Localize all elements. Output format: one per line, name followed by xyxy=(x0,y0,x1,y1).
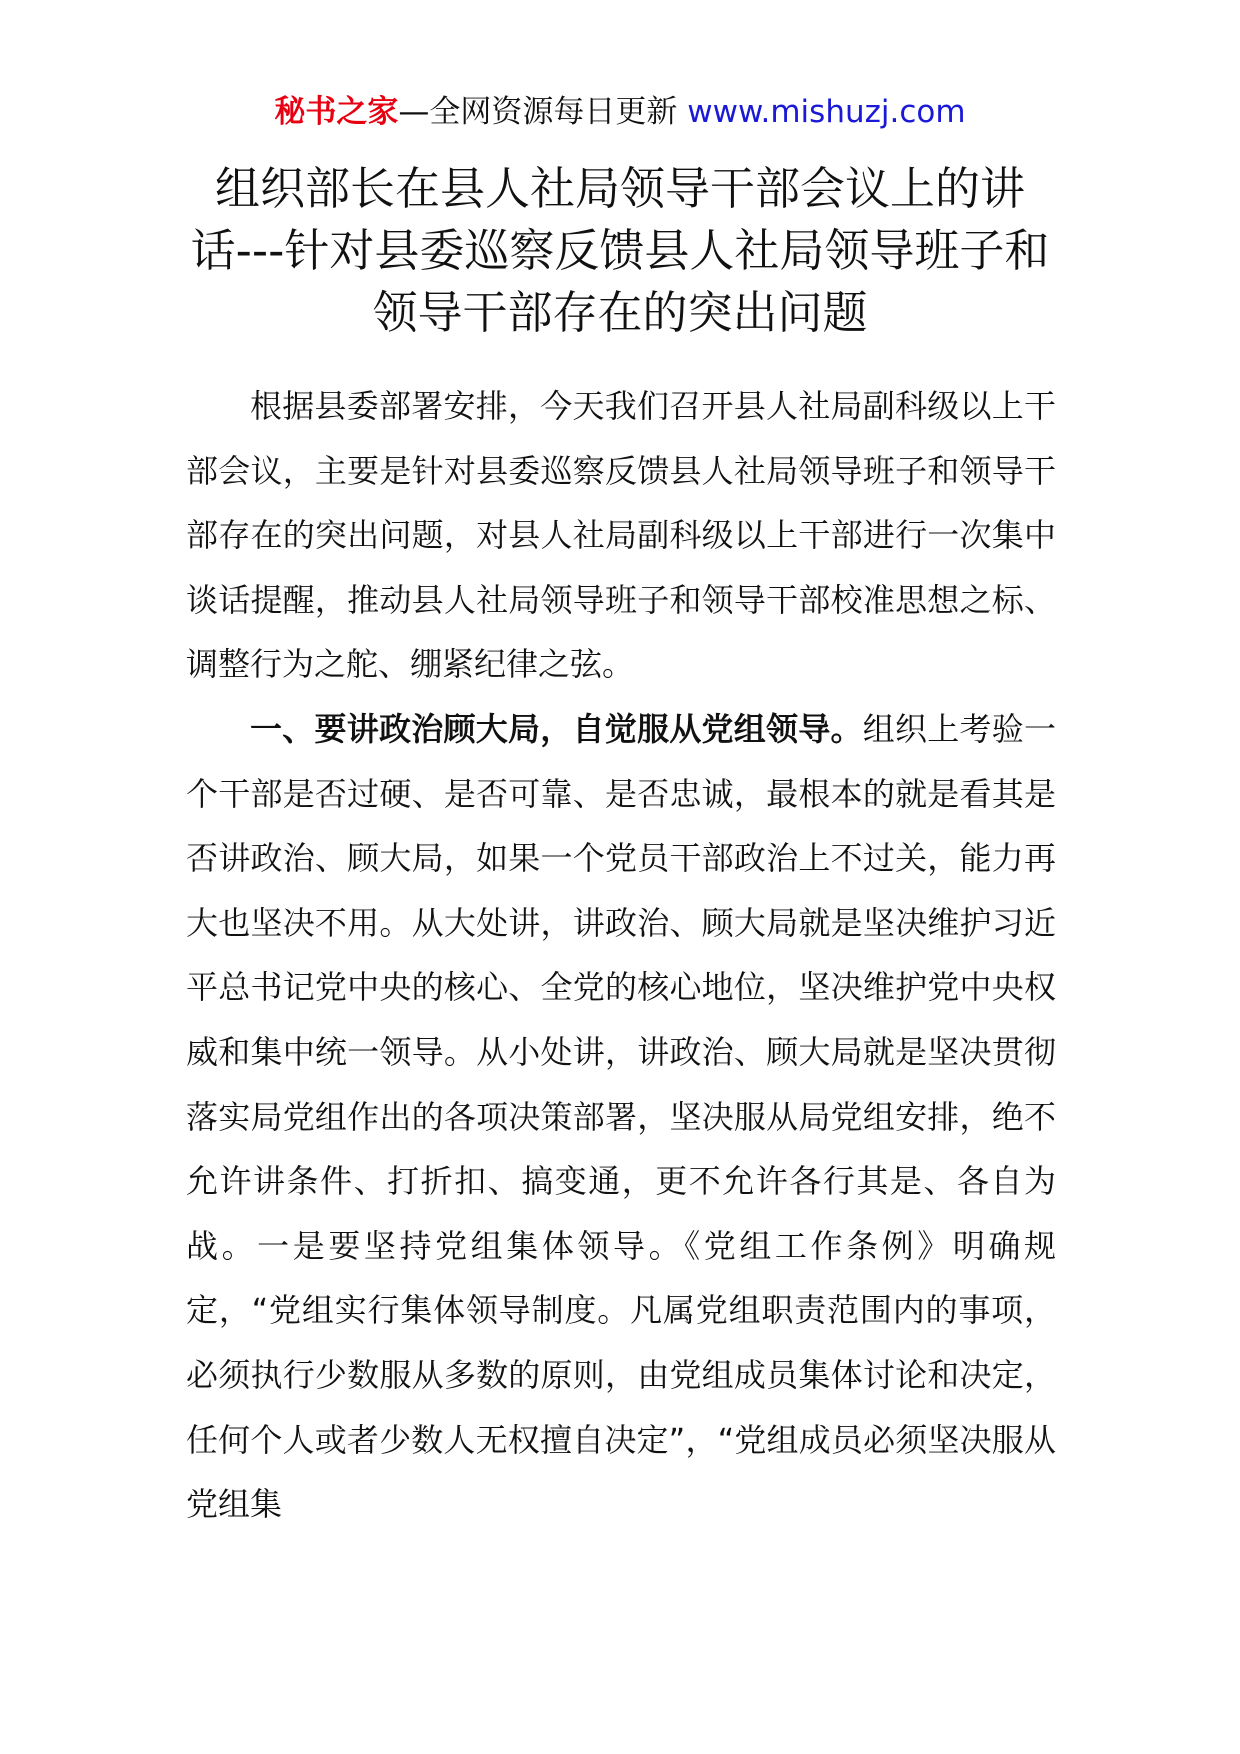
site-header xyxy=(0,92,1240,132)
site-url-link[interactable]: www.mishuzj.com xyxy=(687,94,966,130)
document-body xyxy=(186,374,1056,1537)
paragraph-text: 根据县委部署安排，今天我们召开县人社局副科级以上干部会议，主要是针对县委巡察反馈县人社局领导班子和领导干部存在的突出问题，对县人社局副科级以上干部进行一次集中谈话提醒，推动县人社局领导班子和领导干部校准思想之标、调整行为之舵、绷紧纪律之弦。 xyxy=(186,387,1056,684)
paragraph-section-one xyxy=(186,697,1056,1537)
site-brand: 秘书之家 xyxy=(274,94,399,130)
paragraph-text: 组织上考验一个干部是否过硬、是否可靠、是否忠诚，最根本的就是看其是否讲政治、顾大局，如果一个党员干部政治上不过关，能力再大也坚决不用。从大处讲，讲政治、顾大局就是坚决维护习近平总书记党中央的核心、全党的核心地位，坚决维护党中央权威和集中统一领导。从小处讲，讲政治、顾大局就是坚决贯彻落实局党组作出的各项决策部署，坚决服从局党组安排，绝不允许讲条件、打折扣、搞变通，更不允许各行其是、各自为战。一是要坚持党组集体领导。《党组工作条例》明确规定，“党组实行集体领导制度。凡属党组职责范围内的事项，必须执行少数服从多数的原则，由党组成员集体讨论和决定，任何个人或者少数人无权擅自决定”，“党组成员必须坚决服从党组集 xyxy=(186,709,1056,1524)
site-tagline: —全网资源每日更新 xyxy=(398,94,678,130)
document-title: 组织部长在县人社局领导干部会议上的讲话---针对县委巡察反馈县人社局领导班子和领导干部存在的突出问题 xyxy=(190,162,1050,339)
section-heading: 一、要讲政治顾大局，自觉服从党组领导。 xyxy=(250,709,863,748)
paragraph-intro xyxy=(186,374,1056,697)
